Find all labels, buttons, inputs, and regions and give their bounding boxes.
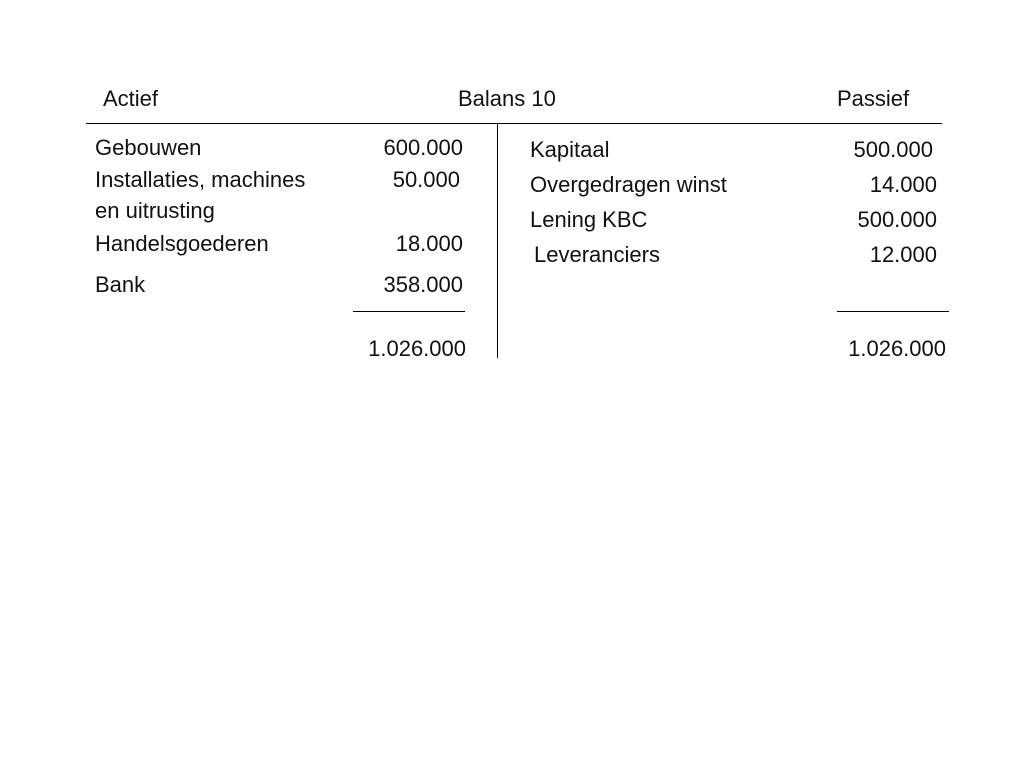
actief-value-bank: 358.000 [383, 272, 463, 297]
actief-value-gebouwen: 600.000 [383, 135, 463, 160]
balance-title: Balans 10 [458, 86, 556, 111]
actief-label-installaties-line2: en uitrusting [95, 198, 215, 223]
passief-label-leveranciers: Leveranciers [534, 242, 660, 267]
actief-value-installaties: 50.000 [392, 167, 460, 192]
actief-total: 1.026.000 [368, 336, 466, 361]
passief-label-overgedragen-winst: Overgedragen winst [530, 172, 727, 197]
actief-value-handelsgoederen: 18.000 [395, 231, 463, 256]
center-divider [497, 124, 498, 358]
passief-value-leveranciers: 12.000 [869, 242, 937, 267]
passief-label-kapitaal: Kapitaal [530, 137, 610, 162]
passief-label-lening-kbc: Lening KBC [530, 207, 648, 232]
passief-total: 1.026.000 [848, 336, 946, 361]
actief-label-bank: Bank [95, 272, 146, 297]
actief-sum-line [353, 311, 465, 312]
header-divider [86, 123, 942, 124]
passief-value-lening-kbc: 500.000 [857, 207, 937, 232]
passief-sum-line [837, 311, 949, 312]
header-passief: Passief [837, 86, 910, 111]
passief-value-overgedragen-winst: 14.000 [869, 172, 937, 197]
actief-label-handelsgoederen: Handelsgoederen [95, 231, 269, 256]
actief-label-installaties: Installaties, machines [95, 167, 306, 192]
passief-value-kapitaal: 500.000 [853, 137, 933, 162]
header-actief: Actief [103, 86, 159, 111]
actief-label-gebouwen: Gebouwen [95, 135, 202, 160]
